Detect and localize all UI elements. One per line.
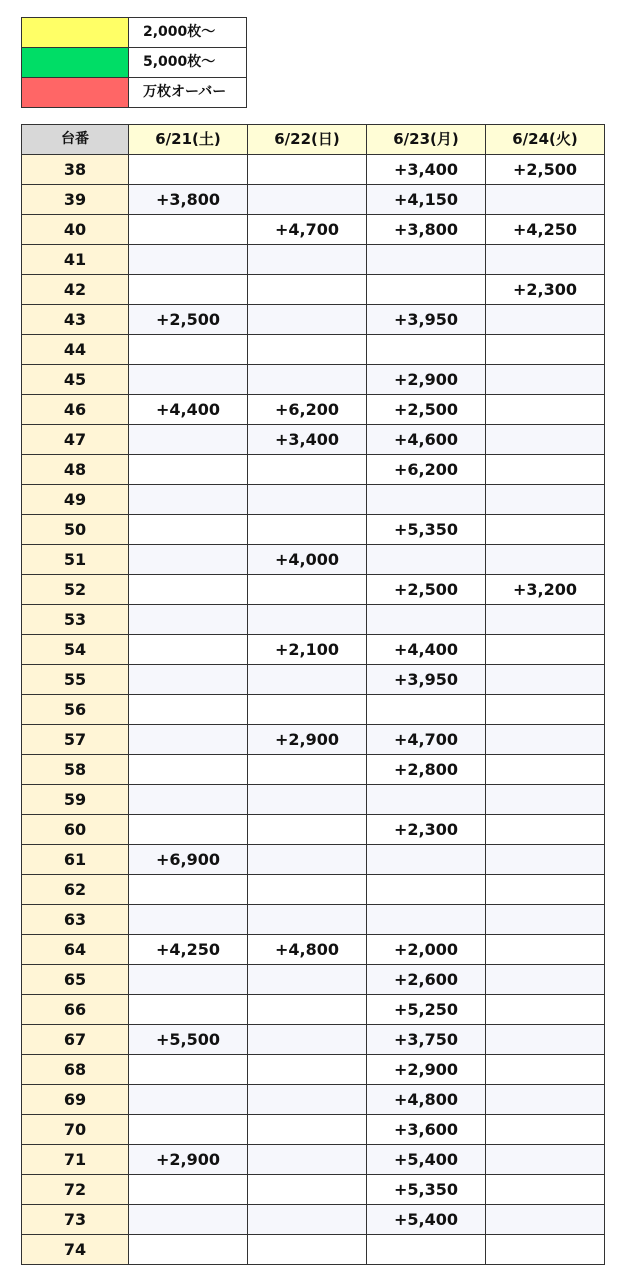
machine-number: 47 — [22, 425, 129, 455]
result-cell — [248, 185, 367, 215]
machine-number: 67 — [22, 1025, 129, 1055]
result-cell — [129, 605, 248, 635]
result-cell: +2,600 — [367, 965, 486, 995]
result-cell — [486, 635, 605, 665]
table-row — [22, 635, 605, 665]
result-cell — [248, 485, 367, 515]
result-cell — [129, 215, 248, 245]
machine-number: 62 — [22, 875, 129, 905]
machine-number: 63 — [22, 905, 129, 935]
machine-number: 48 — [22, 455, 129, 485]
result-cell: +4,700 — [248, 215, 367, 245]
machine-number: 70 — [22, 1115, 129, 1145]
result-cell — [129, 695, 248, 725]
result-cell: +5,350 — [367, 1175, 486, 1205]
legend-swatch — [22, 18, 129, 48]
result-cell — [486, 365, 605, 395]
table-row — [22, 245, 605, 275]
result-cell: +2,500 — [129, 305, 248, 335]
result-cell — [486, 1055, 605, 1085]
legend-table — [21, 17, 247, 108]
result-cell — [248, 1025, 367, 1055]
result-cell: +2,900 — [248, 725, 367, 755]
result-cell: +2,300 — [367, 815, 486, 845]
table-row — [22, 815, 605, 845]
result-cell — [486, 305, 605, 335]
result-cell — [367, 1235, 486, 1265]
result-cell — [248, 905, 367, 935]
result-cell — [129, 815, 248, 845]
machine-number-header: 台番 — [22, 125, 129, 155]
result-cell: +5,400 — [367, 1145, 486, 1175]
result-cell — [367, 875, 486, 905]
table-row — [22, 1175, 605, 1205]
result-cell — [129, 725, 248, 755]
result-cell — [486, 965, 605, 995]
result-cell — [367, 335, 486, 365]
legend-label: 万枚オーバー — [129, 78, 247, 108]
result-cell: +2,500 — [367, 395, 486, 425]
table-row — [22, 395, 605, 425]
result-cell — [129, 155, 248, 185]
machine-number: 46 — [22, 395, 129, 425]
machine-number: 45 — [22, 365, 129, 395]
result-cell: +5,400 — [367, 1205, 486, 1235]
result-cell — [248, 995, 367, 1025]
result-cell: +3,950 — [367, 305, 486, 335]
table-row — [22, 1145, 605, 1175]
result-cell — [248, 815, 367, 845]
result-cell — [129, 635, 248, 665]
result-cell — [129, 755, 248, 785]
result-cell — [248, 515, 367, 545]
result-cell — [486, 185, 605, 215]
result-cell: +6,900 — [129, 845, 248, 875]
result-cell — [129, 1235, 248, 1265]
machine-number: 68 — [22, 1055, 129, 1085]
machine-number: 53 — [22, 605, 129, 635]
result-cell: +2,900 — [367, 365, 486, 395]
result-cell — [486, 545, 605, 575]
table-row — [22, 905, 605, 935]
result-cell: +4,150 — [367, 185, 486, 215]
result-cell — [129, 785, 248, 815]
result-cell — [486, 1175, 605, 1205]
result-cell — [367, 695, 486, 725]
result-cell — [248, 455, 367, 485]
result-cell — [486, 485, 605, 515]
result-cell — [248, 575, 367, 605]
result-cell: +6,200 — [367, 455, 486, 485]
result-cell — [129, 485, 248, 515]
machine-number: 58 — [22, 755, 129, 785]
result-cell — [248, 845, 367, 875]
table-row — [22, 155, 605, 185]
result-cell: +4,700 — [367, 725, 486, 755]
table-row — [22, 335, 605, 365]
result-cell — [129, 245, 248, 275]
machine-number: 54 — [22, 635, 129, 665]
result-cell: +5,350 — [367, 515, 486, 545]
result-cell: +2,100 — [248, 635, 367, 665]
result-cell — [248, 275, 367, 305]
result-cell — [486, 695, 605, 725]
result-cell — [129, 995, 248, 1025]
result-cell — [248, 1235, 367, 1265]
date-column-header: 6/22(日) — [248, 125, 367, 155]
table-body — [22, 155, 605, 1265]
machine-number: 60 — [22, 815, 129, 845]
machine-number: 38 — [22, 155, 129, 185]
result-cell — [248, 1115, 367, 1145]
table-row — [22, 875, 605, 905]
result-cell — [248, 875, 367, 905]
table-row — [22, 755, 605, 785]
date-column-header: 6/21(土) — [129, 125, 248, 155]
table-row — [22, 1235, 605, 1265]
result-cell — [486, 245, 605, 275]
result-cell — [129, 545, 248, 575]
date-column-header: 6/23(月) — [367, 125, 486, 155]
result-cell — [367, 245, 486, 275]
result-cell — [486, 1085, 605, 1115]
legend-label: 2,000枚〜 — [129, 18, 247, 48]
result-cell: +4,600 — [367, 425, 486, 455]
result-cell — [367, 485, 486, 515]
legend-row — [22, 78, 247, 108]
machine-number: 50 — [22, 515, 129, 545]
result-cell: +2,500 — [486, 155, 605, 185]
result-cell — [367, 845, 486, 875]
machine-number: 52 — [22, 575, 129, 605]
result-cell — [486, 1115, 605, 1145]
result-cell: +6,200 — [248, 395, 367, 425]
result-cell — [248, 1085, 367, 1115]
result-cell — [248, 245, 367, 275]
date-column-header: 6/24(火) — [486, 125, 605, 155]
result-cell — [248, 605, 367, 635]
table-row — [22, 515, 605, 545]
table-row — [22, 1115, 605, 1145]
result-cell: +3,800 — [367, 215, 486, 245]
table-row — [22, 1205, 605, 1235]
result-cell — [129, 965, 248, 995]
result-cell: +3,400 — [367, 155, 486, 185]
machine-number: 61 — [22, 845, 129, 875]
table-row — [22, 185, 605, 215]
result-cell: +3,400 — [248, 425, 367, 455]
machine-number: 59 — [22, 785, 129, 815]
table-row — [22, 995, 605, 1025]
result-cell — [248, 665, 367, 695]
result-cell — [129, 425, 248, 455]
result-cell — [248, 305, 367, 335]
result-cell: +2,000 — [367, 935, 486, 965]
result-cell — [486, 875, 605, 905]
machine-number: 74 — [22, 1235, 129, 1265]
machine-number: 55 — [22, 665, 129, 695]
table-row — [22, 965, 605, 995]
result-cell: +3,200 — [486, 575, 605, 605]
table-row — [22, 725, 605, 755]
result-cell: +5,500 — [129, 1025, 248, 1055]
machine-number: 64 — [22, 935, 129, 965]
result-cell — [486, 1145, 605, 1175]
table-row — [22, 1055, 605, 1085]
result-cell — [248, 1145, 367, 1175]
machine-number: 41 — [22, 245, 129, 275]
table-row — [22, 365, 605, 395]
result-cell — [367, 905, 486, 935]
table-row — [22, 695, 605, 725]
result-cell — [129, 515, 248, 545]
result-cell: +2,900 — [129, 1145, 248, 1175]
result-cell — [367, 545, 486, 575]
table-row — [22, 605, 605, 635]
table-header — [22, 125, 605, 155]
result-cell: +4,400 — [129, 395, 248, 425]
result-cell — [129, 1175, 248, 1205]
result-cell — [129, 575, 248, 605]
result-cell — [486, 995, 605, 1025]
result-cell — [367, 785, 486, 815]
table-row — [22, 215, 605, 245]
result-cell — [248, 1205, 367, 1235]
result-cell — [486, 395, 605, 425]
result-cell — [248, 785, 367, 815]
legend-swatch — [22, 78, 129, 108]
result-cell — [486, 455, 605, 485]
result-cell — [248, 335, 367, 365]
result-cell — [129, 275, 248, 305]
result-cell — [486, 815, 605, 845]
machine-number: 66 — [22, 995, 129, 1025]
table-row — [22, 935, 605, 965]
result-cell — [248, 1175, 367, 1205]
table-row — [22, 1025, 605, 1055]
result-cell: +3,950 — [367, 665, 486, 695]
table-row — [22, 425, 605, 455]
result-cell — [129, 665, 248, 695]
result-cell — [486, 335, 605, 365]
machine-number: 72 — [22, 1175, 129, 1205]
machine-number: 44 — [22, 335, 129, 365]
result-cell: +2,800 — [367, 755, 486, 785]
result-cell — [486, 785, 605, 815]
result-cell — [248, 365, 367, 395]
table-row — [22, 545, 605, 575]
table-row — [22, 1085, 605, 1115]
result-cell — [486, 1205, 605, 1235]
table-row — [22, 575, 605, 605]
result-cell — [129, 365, 248, 395]
result-cell: +3,800 — [129, 185, 248, 215]
table-row — [22, 665, 605, 695]
result-cell — [367, 605, 486, 635]
table-row — [22, 275, 605, 305]
result-cell: +2,500 — [367, 575, 486, 605]
result-cell: +4,800 — [367, 1085, 486, 1115]
result-cell — [486, 725, 605, 755]
result-cell — [486, 845, 605, 875]
header-row — [22, 125, 605, 155]
result-cell — [129, 875, 248, 905]
result-cell: +4,000 — [248, 545, 367, 575]
machine-number: 42 — [22, 275, 129, 305]
result-cell — [129, 455, 248, 485]
table-row — [22, 305, 605, 335]
machine-number: 49 — [22, 485, 129, 515]
legend-swatch — [22, 48, 129, 78]
result-cell — [486, 1235, 605, 1265]
result-cell — [486, 755, 605, 785]
table-row — [22, 845, 605, 875]
result-cell: +4,800 — [248, 935, 367, 965]
table-row — [22, 785, 605, 815]
legend-label: 5,000枚〜 — [129, 48, 247, 78]
result-cell: +4,250 — [486, 215, 605, 245]
result-cell — [486, 515, 605, 545]
result-cell — [367, 275, 486, 305]
result-cell: +3,750 — [367, 1025, 486, 1055]
legend-body — [22, 18, 247, 108]
result-cell — [486, 935, 605, 965]
legend-row — [22, 18, 247, 48]
result-cell — [486, 1025, 605, 1055]
result-cell: +4,250 — [129, 935, 248, 965]
machine-number: 73 — [22, 1205, 129, 1235]
table-row — [22, 455, 605, 485]
result-cell — [248, 155, 367, 185]
result-cell — [486, 905, 605, 935]
legend-row — [22, 48, 247, 78]
table-row — [22, 485, 605, 515]
machine-number: 56 — [22, 695, 129, 725]
result-cell — [129, 1205, 248, 1235]
machine-number: 65 — [22, 965, 129, 995]
result-cell — [248, 965, 367, 995]
machine-number: 43 — [22, 305, 129, 335]
machine-number: 51 — [22, 545, 129, 575]
result-cell — [248, 695, 367, 725]
result-cell — [486, 605, 605, 635]
slot-results-table — [21, 124, 605, 1265]
result-cell — [248, 1055, 367, 1085]
result-cell — [486, 665, 605, 695]
result-cell — [248, 755, 367, 785]
result-cell — [129, 1085, 248, 1115]
result-cell: +2,900 — [367, 1055, 486, 1085]
result-cell: +5,250 — [367, 995, 486, 1025]
machine-number: 40 — [22, 215, 129, 245]
result-cell — [129, 1115, 248, 1145]
result-cell: +3,600 — [367, 1115, 486, 1145]
machine-number: 69 — [22, 1085, 129, 1115]
machine-number: 71 — [22, 1145, 129, 1175]
result-cell — [129, 905, 248, 935]
result-cell — [486, 425, 605, 455]
machine-number: 57 — [22, 725, 129, 755]
machine-number: 39 — [22, 185, 129, 215]
result-cell — [129, 335, 248, 365]
result-cell: +2,300 — [486, 275, 605, 305]
result-cell — [129, 1055, 248, 1085]
result-cell: +4,400 — [367, 635, 486, 665]
